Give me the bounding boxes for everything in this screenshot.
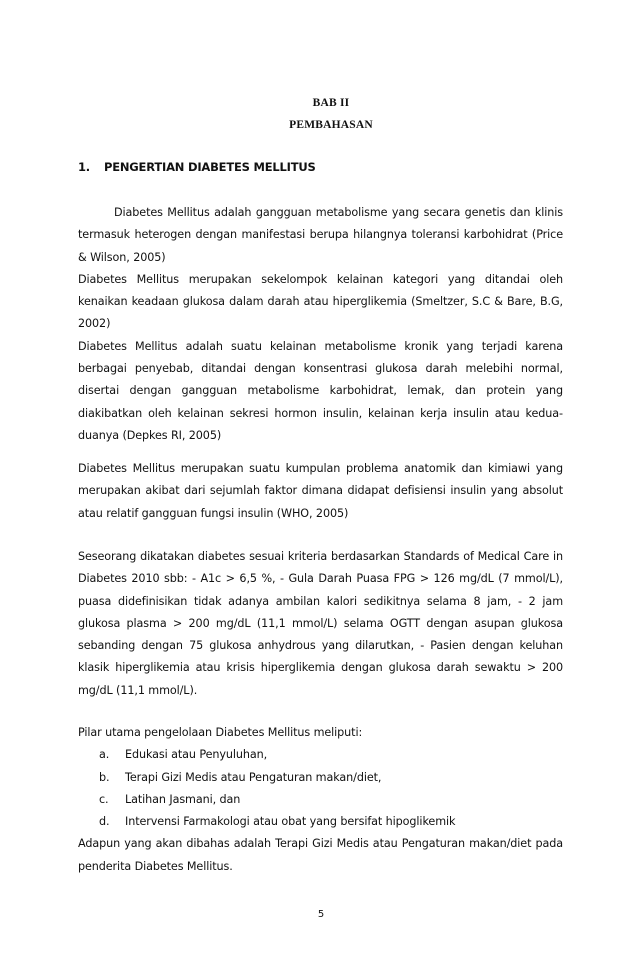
list-item-text: Latihan Jasmani, dan xyxy=(125,792,241,806)
list-item xyxy=(78,811,563,833)
criteria-block xyxy=(78,546,563,702)
pillars-block xyxy=(78,722,563,878)
chapter-title: PEMBAHASAN xyxy=(289,119,373,131)
list-item-text: Terapi Gizi Medis atau Pengaturan makan/diet, xyxy=(125,770,382,784)
section-number: 1. xyxy=(78,160,90,174)
list-marker: b. xyxy=(99,770,110,784)
definition-paragraph-3: Diabetes Mellitus adalah suatu kelainan metabolisme kronik yang terjadi karena berbagai penyebab, ditandai dengan konsentrasi glukosa darah melebihi normal, disertai dengan gangguan metabolisme karbohidrat, lemak, dan protein yang diakibatkan oleh kelainan sekresi hormon insulin, kelainan kerja insulin atau kedua-duanya (Depkes RI, 2005) xyxy=(78,339,563,442)
pillars-intro: Pilar utama pengelolaan Diabetes Mellitus meliputi: xyxy=(78,726,363,739)
definition-paragraph-1: Diabetes Mellitus adalah gangguan metabolisme yang secara genetis dan klinis termasuk heterogen dengan manifestasi berupa hilangnya toleransi karbohidrat (Price & Wilson, 2005) xyxy=(78,206,563,264)
page-number: 5 xyxy=(317,909,325,920)
pillars-closing: Adapun yang akan dibahas adalah Terapi Gizi Medis atau Pengaturan makan/diet pada penderita Diabetes Mellitus. xyxy=(78,837,563,873)
definitions-block xyxy=(78,202,563,447)
list-item xyxy=(78,744,563,766)
list-marker: d. xyxy=(99,815,110,829)
list-marker: a. xyxy=(99,748,110,762)
definition-paragraph-2: Diabetes Mellitus merupakan sekelompok kelainan kategori yang ditandai oleh kenaikan keadaan glukosa dalam darah atau hiperglikemia (Smeltzer, S.C & Bare, B.G, 2002) xyxy=(78,272,563,331)
section-heading xyxy=(78,160,316,174)
criteria-paragraph: Seseorang dikatakan diabetes sesuai kriteria berdasarkan Standards of Medical Care in Diabetes 2010 sbb: - A1c > 6,5 %, - Gula Darah Puasa FPG > 126 mg/dL (7 mmol/L), puasa didefinisikan tidak adanya ambilan kalori sedikitnya selama 8 jam, - 2 jam glukosa plasma > 200 mg/dL (11,1 mmol/L) selama OGTT dengan asupan glukosa sebanding dengan 75 glukosa anhydrous yang dilarutkan, - Pasien dengan keluhan klasik hiperglikemia atau krisis hiperglikemia dengan glukosa darah sewaktu > 200 mg/dL (11,1 mmol/L). xyxy=(78,550,563,697)
section-title: PENGERTIAN DIABETES MELLITUS xyxy=(104,160,316,174)
list-item xyxy=(78,767,563,789)
list-marker: c. xyxy=(99,792,109,806)
list-item-text: Edukasi atau Penyuluhan, xyxy=(125,748,268,762)
who-block xyxy=(78,458,563,525)
pillars-list xyxy=(78,744,563,833)
list-item xyxy=(78,789,563,811)
list-item-text: Intervensi Farmakologi atau obat yang bersifat hipoglikemik xyxy=(125,815,456,829)
who-paragraph: Diabetes Mellitus merupakan suatu kumpulan problema anatomik dan kimiawi yang merupakan akibat dari sejumlah faktor dimana didapat defisiensi insulin yang absolut atau relatif gangguan fungsi insulin (WHO, 2005) xyxy=(78,462,563,520)
chapter-label: BAB II xyxy=(312,97,350,109)
